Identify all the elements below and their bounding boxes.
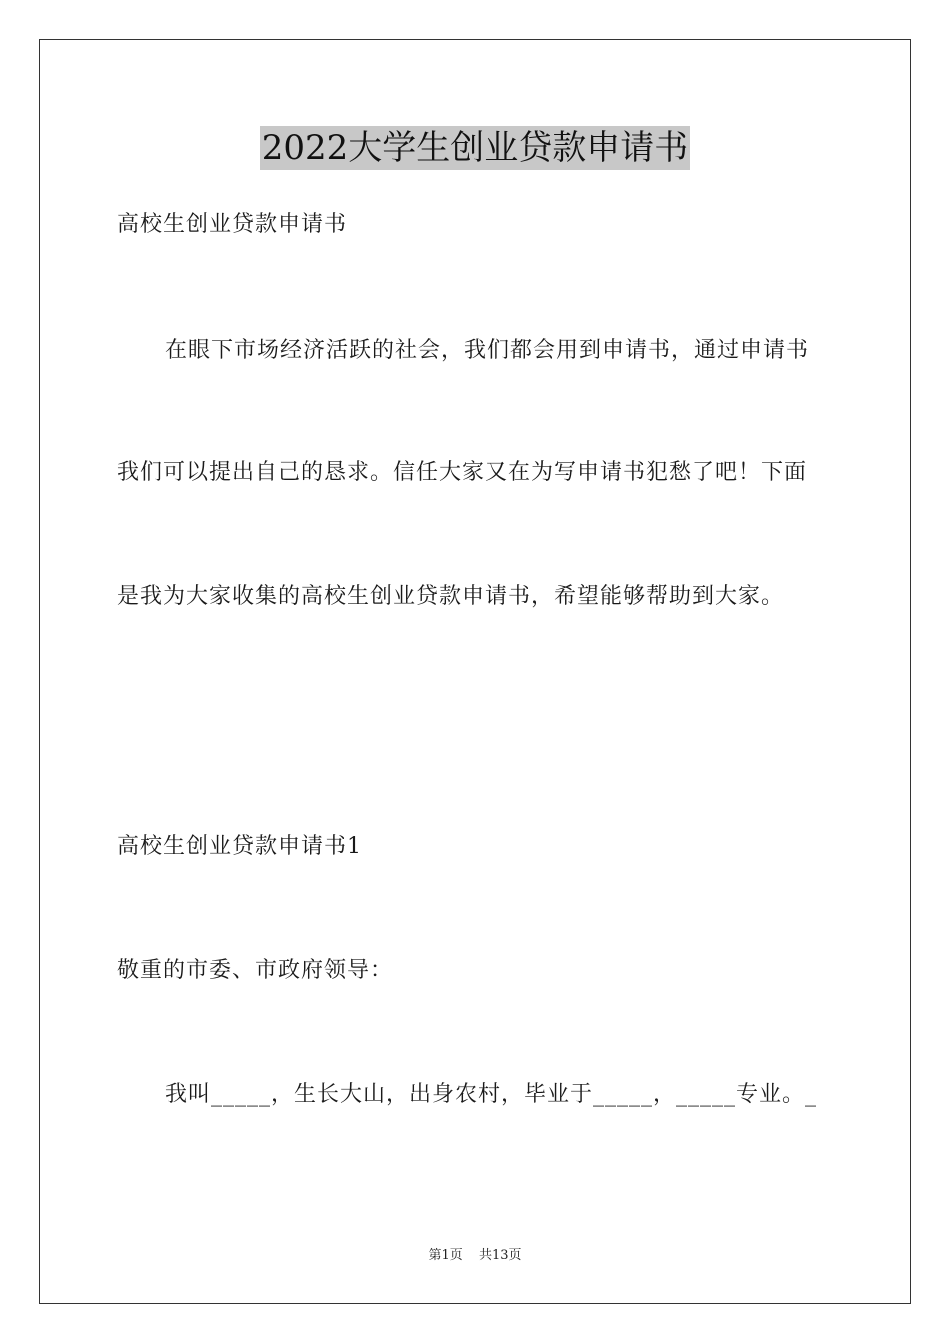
salutation: 敬重的市委、市政府领导：	[117, 958, 394, 983]
page-number-current: 第1页	[428, 1248, 463, 1263]
title-container	[0, 126, 950, 170]
document-title: 2022大学生创业贷款申请书	[261, 128, 689, 168]
section-heading: 高校生创业贷款申请书1	[117, 834, 362, 859]
intro-line-1: 在眼下市场经济活跃的社会，我们都会用到申请书，通过申请书	[165, 338, 810, 363]
document-subtitle: 高校生创业贷款申请书	[117, 212, 348, 237]
intro-line-2: 我们可以提出自己的恳求。信任大家又在为写申请书犯愁了吧！下面	[117, 460, 808, 485]
body-line: 我叫_____，生长大山，出身农村，毕业于_____，_____专业。_	[165, 1082, 818, 1107]
page-footer	[0, 1247, 950, 1265]
intro-line-3: 是我为大家收集的高校生创业贷款申请书，希望能够帮助到大家。	[117, 584, 785, 609]
page-number-total: 共13页	[478, 1248, 522, 1263]
